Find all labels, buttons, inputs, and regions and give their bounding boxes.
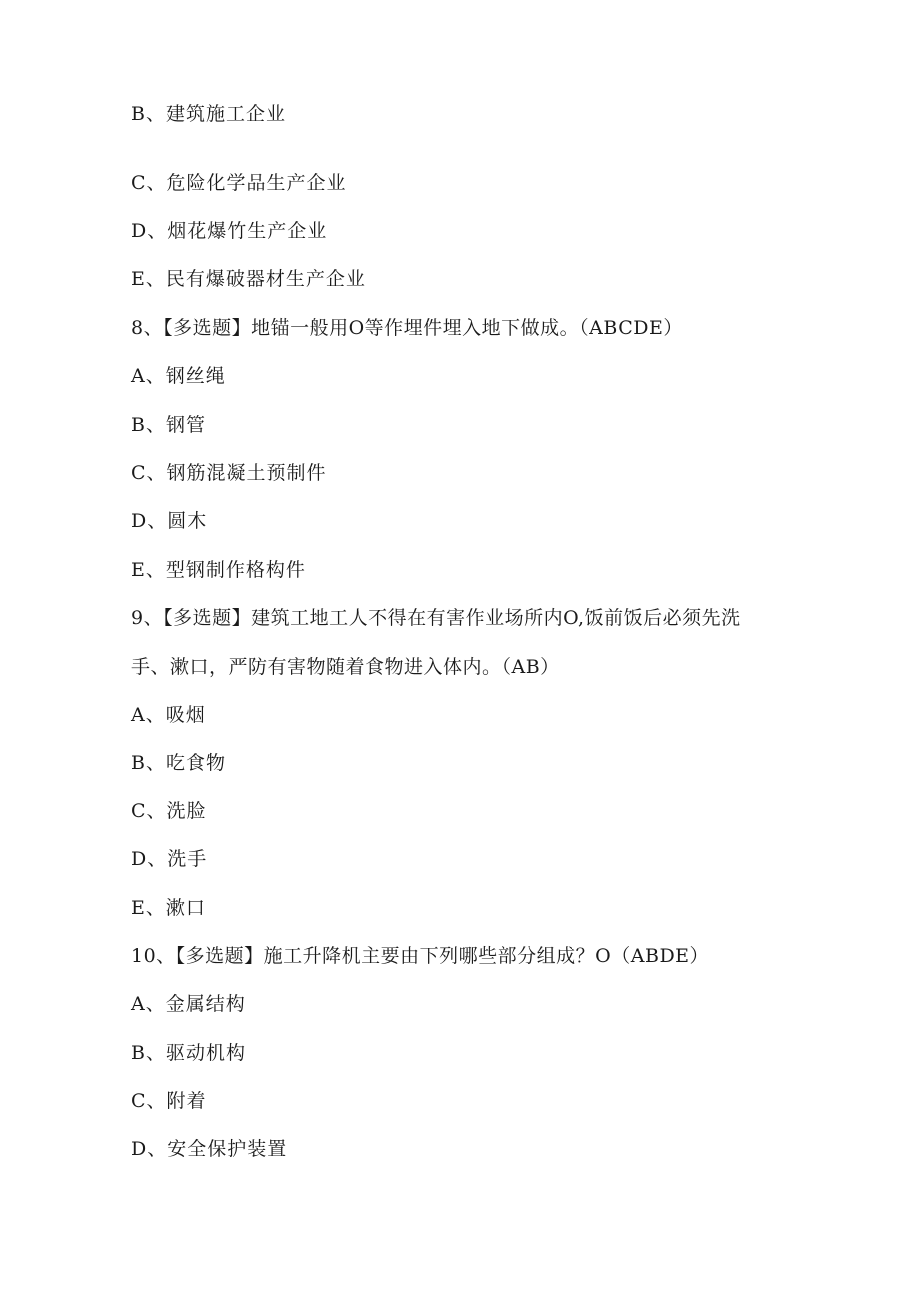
question-8: 8、【多选题】地锚一般用O等作埋件埋入地下做成。（ABCDE）: [131, 317, 683, 339]
q10-option-d: D、安全保护装置: [131, 1138, 288, 1160]
q8-option-e: E、型钢制作格构件: [131, 559, 306, 581]
q9-option-e: E、漱口: [131, 897, 206, 919]
option-c-chemicals: C、危险化学品生产企业: [131, 172, 347, 194]
q8-option-b: B、钢管: [131, 414, 206, 436]
q9-option-b: B、吃食物: [131, 752, 226, 774]
q9-option-a: A、吸烟: [131, 704, 206, 726]
q10-option-c: C、附着: [131, 1090, 207, 1112]
question-9-line-1: 9、【多选题】建筑工地工人不得在有害作业场所内O,饭前饭后必须先洗: [131, 607, 741, 629]
q10-option-b: B、驱动机构: [131, 1042, 246, 1064]
q8-option-a: A、钢丝绳: [131, 365, 226, 387]
option-e-explosives: E、民有爆破器材生产企业: [131, 268, 366, 290]
question-9-line-2: 手、漱口，严防有害物随着食物进入体内。（AB）: [131, 656, 560, 678]
q9-option-d: D、洗手: [131, 848, 208, 870]
q8-option-d: D、圆木: [131, 510, 208, 532]
option-b-construction: B、建筑施工企业: [131, 103, 286, 125]
q10-option-a: A、金属结构: [131, 993, 246, 1015]
q9-option-c: C、洗脸: [131, 800, 207, 822]
q8-option-c: C、钢筋混凝土预制件: [131, 462, 327, 484]
question-10: 10、【多选题】施工升降机主要由下列哪些部分组成？O（ABDE）: [131, 945, 710, 967]
option-d-fireworks: D、烟花爆竹生产企业: [131, 220, 328, 242]
